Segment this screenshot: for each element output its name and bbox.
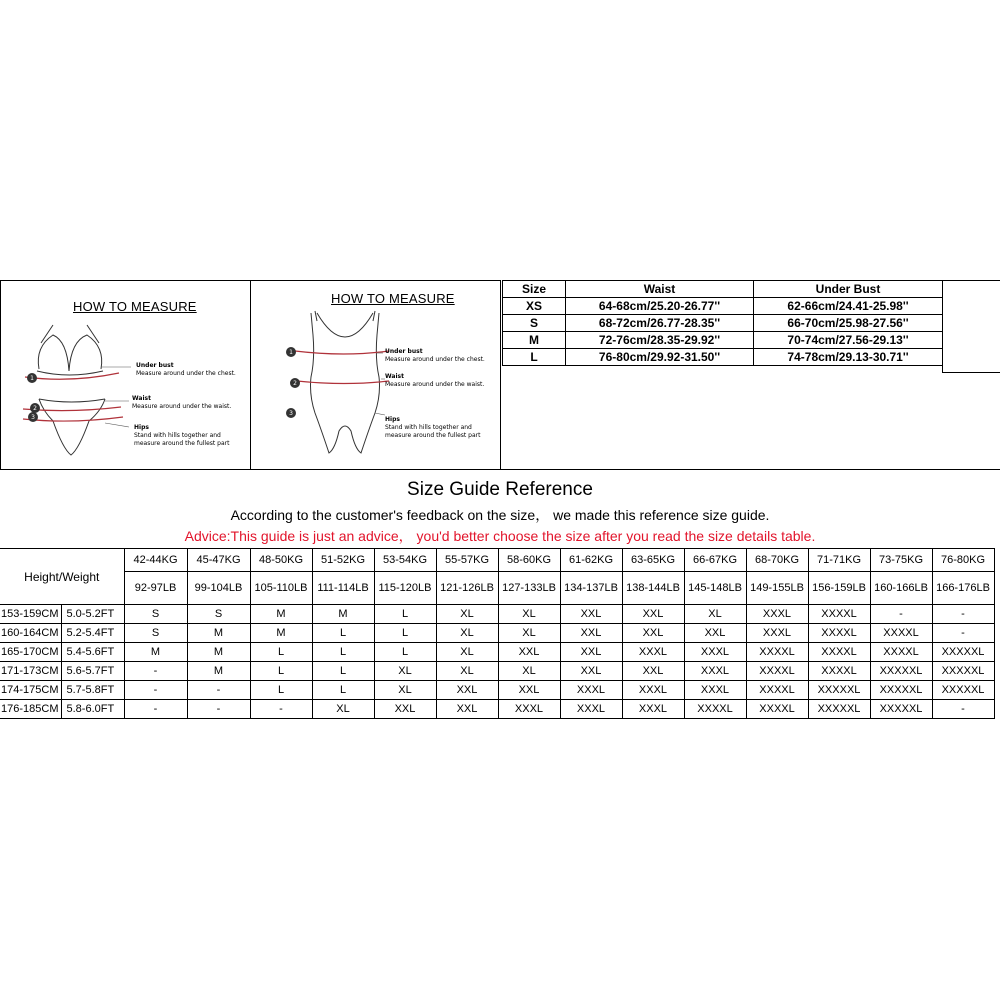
height-ft-cell: 5.0-5.2FT bbox=[61, 605, 124, 624]
recommended-size-cell: XXXXL bbox=[808, 662, 870, 681]
weight-lb-cell: 127-133LB bbox=[498, 572, 560, 605]
weight-lb-cell: 160-166LB bbox=[870, 572, 932, 605]
recommended-size-cell: L bbox=[312, 662, 374, 681]
table-row bbox=[0, 700, 994, 719]
recommended-size-cell: XXXL bbox=[684, 681, 746, 700]
recommended-size-cell: XXL bbox=[684, 624, 746, 643]
weight-kg-cell: 71-71KG bbox=[808, 549, 870, 572]
step-desc: Stand with hills together and measure around the fullest part bbox=[385, 424, 481, 439]
weight-lb-cell: 166-176LB bbox=[932, 572, 994, 605]
step-waist bbox=[385, 373, 484, 389]
step-number: 1 bbox=[30, 375, 34, 382]
height-cm-cell: 160-164CM bbox=[0, 624, 61, 643]
size-chart-row bbox=[503, 315, 943, 332]
weight-lb-cell: 92-97LB bbox=[124, 572, 187, 605]
weight-kg-cell: 55-57KG bbox=[436, 549, 498, 572]
weight-lb-cell: 121-126LB bbox=[436, 572, 498, 605]
panel-title: HOW TO MEASURE bbox=[331, 291, 455, 306]
waist-value: 64-68cm/25.20-26.77'' bbox=[566, 298, 754, 315]
recommended-size-cell: M bbox=[250, 624, 312, 643]
recommended-size-cell: XXXXL bbox=[870, 643, 932, 662]
weight-kg-cell: 48-50KG bbox=[250, 549, 312, 572]
waist-value: 76-80cm/29.92-31.50'' bbox=[566, 349, 754, 366]
under-bust-value: 62-66cm/24.41-25.98'' bbox=[754, 298, 943, 315]
weight-lb-cell: 115-120LB bbox=[374, 572, 436, 605]
step-name: Hips bbox=[134, 424, 149, 431]
size-label: M bbox=[503, 332, 566, 349]
step-name: Waist bbox=[385, 373, 404, 380]
weight-kg-row bbox=[0, 549, 994, 572]
recommended-size-cell: XXXXXL bbox=[932, 662, 994, 681]
weight-kg-cell: 61-62KG bbox=[560, 549, 622, 572]
weight-lb-cell: 138-144LB bbox=[622, 572, 684, 605]
height-cm-cell: 176-185CM bbox=[0, 700, 61, 719]
recommended-size-cell: - bbox=[932, 605, 994, 624]
weight-lb-cell: 156-159LB bbox=[808, 572, 870, 605]
recommended-size-cell: XXL bbox=[436, 681, 498, 700]
recommended-size-cell: XXXL bbox=[622, 681, 684, 700]
weight-lb-row bbox=[0, 572, 994, 605]
recommended-size-cell: XXXXXL bbox=[808, 700, 870, 719]
recommended-size-cell: XXXXL bbox=[808, 605, 870, 624]
recommended-size-cell: - bbox=[124, 681, 187, 700]
recommended-size-cell: XL bbox=[436, 624, 498, 643]
recommended-size-cell: XXL bbox=[498, 681, 560, 700]
weight-lb-cell: 111-114LB bbox=[312, 572, 374, 605]
recommended-size-cell: XXXXL bbox=[746, 643, 808, 662]
table-row bbox=[0, 624, 994, 643]
recommended-size-cell: XL bbox=[374, 681, 436, 700]
recommended-size-cell: XXXXXL bbox=[870, 700, 932, 719]
recommended-size-cell: XXL bbox=[622, 624, 684, 643]
recommended-size-cell: - bbox=[187, 700, 250, 719]
weight-kg-cell: 45-47KG bbox=[187, 549, 250, 572]
recommended-size-cell: XXL bbox=[560, 643, 622, 662]
size-chart-header bbox=[503, 281, 943, 298]
recommended-size-cell: XXXXXL bbox=[808, 681, 870, 700]
size-chart-row bbox=[503, 349, 943, 366]
weight-kg-cell: 51-52KG bbox=[312, 549, 374, 572]
recommended-size-cell: XL bbox=[498, 662, 560, 681]
weight-kg-cell: 73-75KG bbox=[870, 549, 932, 572]
recommended-size-cell: L bbox=[374, 624, 436, 643]
recommended-size-cell: M bbox=[187, 643, 250, 662]
recommended-size-cell: - bbox=[187, 681, 250, 700]
recommended-size-cell: XXL bbox=[622, 662, 684, 681]
step-under-bust bbox=[385, 348, 485, 364]
recommended-size-cell: XXXXXL bbox=[932, 681, 994, 700]
recommended-size-cell: XXXL bbox=[560, 700, 622, 719]
recommended-size-cell: XXXXXL bbox=[932, 643, 994, 662]
recommended-size-cell: XXL bbox=[436, 700, 498, 719]
recommended-size-cell: XL bbox=[374, 662, 436, 681]
recommended-size-cell: XXL bbox=[560, 605, 622, 624]
recommended-size-cell: M bbox=[312, 605, 374, 624]
recommended-size-cell: XXXXXL bbox=[870, 681, 932, 700]
height-cm-cell: 171-173CM bbox=[0, 662, 61, 681]
step-desc: Measure around under the waist. bbox=[385, 381, 485, 388]
step-hips bbox=[134, 424, 246, 448]
empty-cell bbox=[942, 280, 1000, 373]
recommended-size-cell: XL bbox=[498, 605, 560, 624]
size-chart-table bbox=[502, 280, 943, 366]
recommended-size-cell: S bbox=[187, 605, 250, 624]
size-chart-row bbox=[503, 332, 943, 349]
step-desc: Measure around under the chest. bbox=[136, 370, 236, 377]
step-name: Waist bbox=[132, 395, 151, 402]
step-name: Under bust bbox=[136, 362, 174, 369]
recommended-size-cell: XL bbox=[436, 643, 498, 662]
weight-kg-cell: 58-60KG bbox=[498, 549, 560, 572]
recommended-size-cell: XXXXL bbox=[746, 662, 808, 681]
step-desc: Stand with hills together and measure around the fullest part bbox=[134, 432, 230, 447]
height-ft-cell: 5.2-5.4FT bbox=[61, 624, 124, 643]
weight-lb-cell: 99-104LB bbox=[187, 572, 250, 605]
guide-advice: Advice:This guide is just an advice， you'd better choose the size after you read the size details table. bbox=[184, 528, 816, 544]
recommended-size-cell: XXXXL bbox=[746, 700, 808, 719]
weight-kg-cell: 68-70KG bbox=[746, 549, 808, 572]
recommended-size-cell: XXXXL bbox=[870, 624, 932, 643]
recommended-size-cell: XXL bbox=[622, 605, 684, 624]
height-ft-cell: 5.7-5.8FT bbox=[61, 681, 124, 700]
step-number: 3 bbox=[31, 414, 35, 421]
recommended-size-cell: XXL bbox=[560, 624, 622, 643]
recommended-size-cell: XXXXL bbox=[746, 681, 808, 700]
recommended-size-cell: L bbox=[250, 643, 312, 662]
table-row bbox=[0, 681, 994, 700]
step-desc: Measure around under the waist. bbox=[132, 403, 232, 410]
weight-kg-cell: 53-54KG bbox=[374, 549, 436, 572]
recommended-size-cell: XL bbox=[436, 662, 498, 681]
recommended-size-cell: XXXL bbox=[622, 643, 684, 662]
recommended-size-cell: XL bbox=[312, 700, 374, 719]
size-label: L bbox=[503, 349, 566, 366]
recommended-size-cell: M bbox=[124, 643, 187, 662]
recommended-size-cell: XXXXL bbox=[808, 643, 870, 662]
step-name: Under bust bbox=[385, 348, 423, 355]
under-bust-value: 66-70cm/25.98-27.56'' bbox=[754, 315, 943, 332]
recommended-size-cell: - bbox=[124, 700, 187, 719]
height-cm-cell: 153-159CM bbox=[0, 605, 61, 624]
height-cm-cell: 174-175CM bbox=[0, 681, 61, 700]
recommended-size-cell: XXXXL bbox=[684, 700, 746, 719]
recommended-size-cell: XXXL bbox=[560, 681, 622, 700]
recommended-size-cell: XXXL bbox=[746, 605, 808, 624]
height-ft-cell: 5.8-6.0FT bbox=[61, 700, 124, 719]
recommended-size-cell: - bbox=[870, 605, 932, 624]
under-bust-value: 74-78cm/29.13-30.71'' bbox=[754, 349, 943, 366]
guide-subtitle: According to the customer's feedback on the size， we made this reference size guide. bbox=[230, 507, 770, 523]
recommended-size-cell: XXXL bbox=[746, 624, 808, 643]
weight-kg-cell: 76-80KG bbox=[932, 549, 994, 572]
guide-title: Size Guide Reference bbox=[407, 479, 593, 500]
under-bust-value: 70-74cm/27.56-29.13'' bbox=[754, 332, 943, 349]
recommended-size-cell: L bbox=[312, 643, 374, 662]
recommended-size-cell: XXL bbox=[374, 700, 436, 719]
recommended-size-cell: XXXL bbox=[684, 662, 746, 681]
height-weight-header: Height/Weight bbox=[0, 549, 124, 605]
measurement-strip bbox=[0, 280, 1000, 470]
step-desc: Measure around under the chest. bbox=[385, 356, 485, 363]
recommended-size-cell: - bbox=[124, 662, 187, 681]
size-label: S bbox=[503, 315, 566, 332]
weight-lb-cell: 149-155LB bbox=[746, 572, 808, 605]
panel-title: HOW TO MEASURE bbox=[73, 299, 197, 314]
header-size: Size bbox=[503, 281, 566, 298]
how-to-measure-panel-one-piece bbox=[250, 280, 501, 470]
recommended-size-cell: M bbox=[187, 624, 250, 643]
recommended-size-cell: XXXL bbox=[684, 643, 746, 662]
step-under-bust bbox=[136, 362, 236, 378]
step-number: 2 bbox=[33, 405, 37, 412]
weight-kg-cell: 42-44KG bbox=[124, 549, 187, 572]
step-number: 3 bbox=[289, 410, 293, 417]
divider bbox=[501, 469, 1000, 470]
recommended-size-cell: M bbox=[250, 605, 312, 624]
recommended-size-cell: L bbox=[374, 605, 436, 624]
recommended-size-cell: L bbox=[312, 624, 374, 643]
recommended-size-cell: XXL bbox=[560, 662, 622, 681]
step-number: 1 bbox=[289, 349, 293, 356]
recommended-size-cell: M bbox=[187, 662, 250, 681]
recommended-size-cell: - bbox=[932, 700, 994, 719]
recommended-size-cell: L bbox=[374, 643, 436, 662]
table-row bbox=[0, 662, 994, 681]
header-waist: Waist bbox=[566, 281, 754, 298]
weight-kg-cell: 63-65KG bbox=[622, 549, 684, 572]
waist-value: 68-72cm/26.77-28.35'' bbox=[566, 315, 754, 332]
size-label: XS bbox=[503, 298, 566, 315]
step-number: 2 bbox=[293, 380, 297, 387]
recommended-size-cell: XXXXXL bbox=[870, 662, 932, 681]
height-ft-cell: 5.6-5.7FT bbox=[61, 662, 124, 681]
recommended-size-cell: - bbox=[932, 624, 994, 643]
recommended-size-cell: XXL bbox=[498, 643, 560, 662]
how-to-measure-panel-bikini bbox=[0, 280, 251, 470]
size-chart-row bbox=[503, 298, 943, 315]
recommended-size-cell: S bbox=[124, 624, 187, 643]
recommended-size-cell: S bbox=[124, 605, 187, 624]
height-cm-cell: 165-170CM bbox=[0, 643, 61, 662]
recommended-size-cell: XL bbox=[498, 624, 560, 643]
step-name: Hips bbox=[385, 416, 400, 423]
weight-lb-cell: 105-110LB bbox=[250, 572, 312, 605]
recommended-size-cell: L bbox=[250, 662, 312, 681]
weight-lb-cell: 134-137LB bbox=[560, 572, 622, 605]
weight-lb-cell: 145-148LB bbox=[684, 572, 746, 605]
step-hips bbox=[385, 416, 491, 440]
weight-kg-cell: 66-67KG bbox=[684, 549, 746, 572]
table-row bbox=[0, 643, 994, 662]
recommended-size-cell: L bbox=[312, 681, 374, 700]
table-row bbox=[0, 605, 994, 624]
recommended-size-cell: XL bbox=[436, 605, 498, 624]
step-waist bbox=[132, 395, 231, 411]
recommended-size-cell: L bbox=[250, 681, 312, 700]
recommended-size-cell: XXXXL bbox=[808, 624, 870, 643]
height-ft-cell: 5.4-5.6FT bbox=[61, 643, 124, 662]
waist-value: 72-76cm/28.35-29.92'' bbox=[566, 332, 754, 349]
recommended-size-cell: XXXL bbox=[498, 700, 560, 719]
recommended-size-cell: - bbox=[250, 700, 312, 719]
recommended-size-cell: XXXL bbox=[622, 700, 684, 719]
size-reference-table bbox=[0, 548, 995, 719]
recommended-size-cell: XL bbox=[684, 605, 746, 624]
header-under-bust: Under Bust bbox=[754, 281, 943, 298]
